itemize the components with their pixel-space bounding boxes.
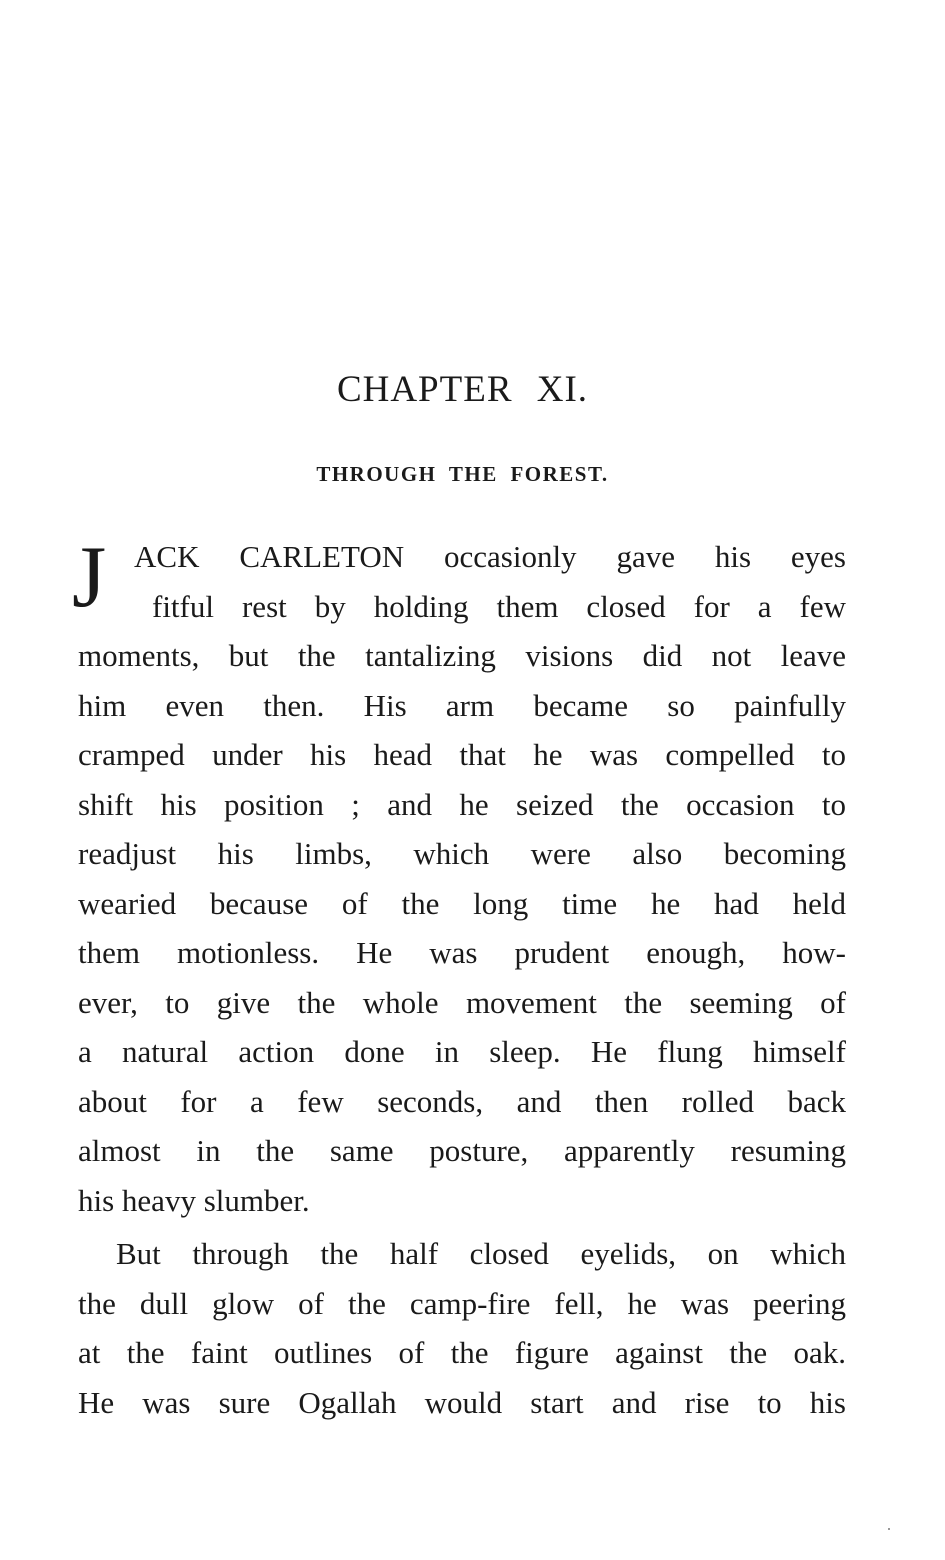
paragraph-1: [72, 529, 846, 1225]
text-line: readjust his limbs, which were also becoming: [78, 836, 846, 871]
text-line: a natural action done in sleep. He flung himself: [78, 1034, 846, 1069]
paper-speck: [888, 1528, 890, 1530]
text-line: moments, but the tantalizing visions did not leave: [78, 638, 846, 673]
text-line: cramped under his head that he was compelled to: [78, 737, 846, 772]
text-line: almost in the same posture, apparently resuming: [78, 1133, 846, 1168]
body-text: [72, 529, 846, 1427]
drop-cap: J: [72, 529, 107, 626]
text-line: ACK CARLETON occasionly gave his eyes: [134, 539, 846, 574]
text-line: about for a few seconds, and then rolled back: [78, 1083, 846, 1119]
text-line: him even then. His arm became so painfully: [78, 687, 846, 723]
chapter-subtitle: THROUGH THE FOREST.: [316, 462, 609, 486]
text-line: But through the half closed eyelids, on which: [116, 1236, 846, 1271]
text-line: He was sure Ogallah would start and rise to his: [78, 1384, 846, 1420]
text-line: the dull glow of the camp-fire fell, he was peering: [78, 1285, 846, 1321]
text-line: his heavy slumber.: [78, 1182, 310, 1218]
text-line: fitful rest by holding them closed for a few: [152, 588, 846, 624]
text-line: them motionless. He was prudent enough, how-: [78, 935, 846, 970]
text-line: shift his position ; and he seized the occasion to: [78, 786, 846, 822]
text-line: wearied because of the long time he had held: [78, 885, 846, 921]
text-line: at the faint outlines of the figure against the oak.: [78, 1335, 846, 1370]
text-line: ever, to give the whole movement the seeming of: [78, 984, 846, 1020]
paragraph-2: [78, 1229, 846, 1427]
chapter-title: CHAPTER XI.: [336, 369, 589, 410]
